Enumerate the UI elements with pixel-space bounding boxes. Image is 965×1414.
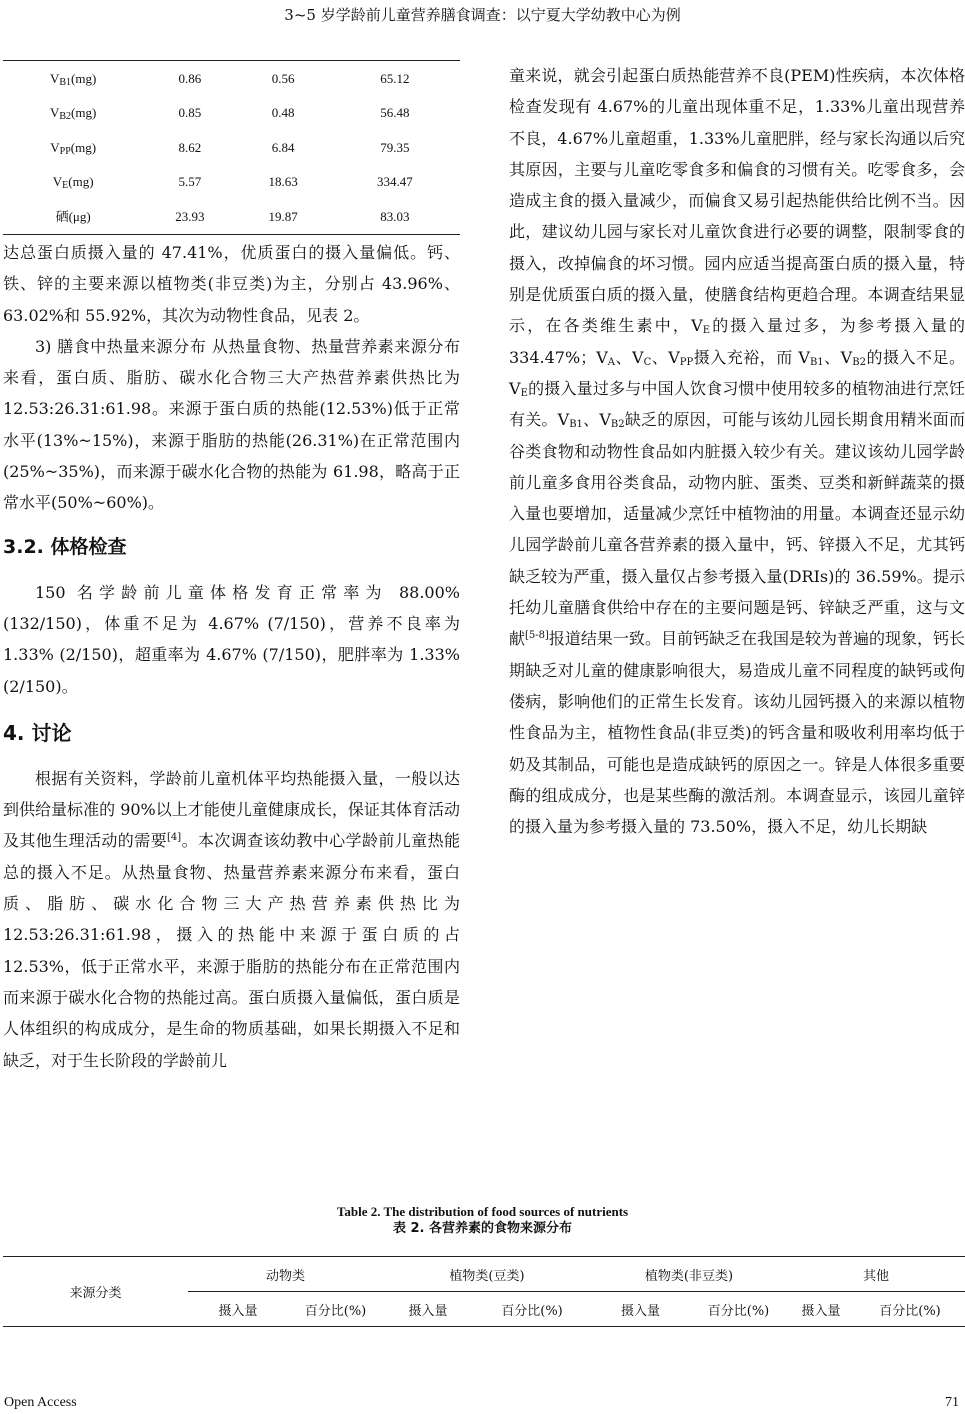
table-cell: 18.63 xyxy=(268,174,298,190)
table-row xyxy=(3,96,460,131)
table-cell: 6.84 xyxy=(271,139,295,155)
table-header-percent: 百分比(%) xyxy=(855,1292,965,1327)
table-cell: 65.12 xyxy=(330,61,460,96)
nutrient-name: $V_{B1}(mg)$ xyxy=(3,61,143,96)
table-cell: 8.62 xyxy=(178,139,202,155)
paragraph: 根据有关资料，学龄前儿童机体平均热能摄入量，一般以达到供给量标准的 90%以上才能使儿童健康成长，保证其体育活动及其他生理活动的需要[4]。本次调查该幼教中心学龄前儿童热能总的摄入不足。从热量食物、热量营养素来源分布来看，蛋白质、脂肪、碳水化合物三大产热营养素供热比为 12.53:26.31:61.98，摄入的热能中来源于蛋白质的占 12.53%，低于正常水平，来源于脂肪的热能分布在正常范围内而来源于碳水化合物的热能过高。蛋白质摄入量偏低，蛋白质是人体组织的构成成分，是生命的物质基础，如果长期摄入不足和缺乏，对于生长阶段的学龄前儿 xyxy=(3,768,460,1070)
table-header-group: 其他 xyxy=(787,1257,965,1292)
table-header-group: 动物类 xyxy=(188,1257,383,1292)
nutrient-name: 硒(μg) xyxy=(3,199,143,234)
table-cell: 334.47 xyxy=(376,174,413,190)
table-header-percent: 百分比(%) xyxy=(473,1292,591,1327)
table-header-intake: 摄入量 xyxy=(383,1292,473,1327)
table-cell: 79.35 xyxy=(380,139,410,155)
table-row xyxy=(3,61,460,96)
table-header-percent: 百分比(%) xyxy=(690,1292,787,1327)
table-header-percent: 百分比(%) xyxy=(288,1292,383,1327)
table-cell: 0.48 xyxy=(271,105,295,121)
table-header-intake: 摄入量 xyxy=(188,1292,288,1327)
footer-open-access: Open Access xyxy=(4,1395,77,1410)
nutrient-name: $V_E(mg)$ xyxy=(52,174,94,192)
paragraph: 童来说，就会引起蛋白质热能营养不良(PEM)性疾病，本次体格检查发现有 4.67%的儿童出现体重不足，1.33%儿童出现营养不良，4.67%儿童超重，1.33%儿童肥胖，经与家长沟通以后究其原因，主要与儿童吃零食多和偏食的习惯有关。吃零食多，会造成主食的摄入量减少，而偏食又易引起热能供给比例不当。因此，建议幼儿园与家长对儿童饮食进行必要的调整，限制零食的摄入，改掉偏食的坏习惯。园内应适当提高蛋白质的摄入量，特别是优质蛋白质的摄入量，使膳食结构更趋合理。本调查结果显示，在各类维生素中，$V_E$的摄入量过多，为参考摄入量的 334.47%；$V_A$、$V_C$、$V_{PP}$摄入充裕，而 $V_{B1}$、$V_{B2}$的摄入不足。$V_E$的摄入量过多与中国人饮食习惯中使用较多的植物油进行烹饪有关。$V_{B1}$、$V_{B2}$缺乏的原因，可能与该幼儿园长期食用精米面而谷类食物和动物性食品如内脏摄入较少有关。建议该幼儿园学龄前儿童多食用谷类食品，动物内脏、蛋类、豆类和新鲜蔬菜的摄入量也要增加，适量减少烹饪中植物油的用量。本调查还显示幼儿园学龄前儿童各营养素的摄入量中，钙、锌摄入不足，尤其钙缺乏较为严重，摄入量仅占参考摄入量(DRIs)的 36.59%。提示托幼儿童膳食供给中存在的主要问题是钙、锌缺乏严重，这与文献[5-8]报道结果一致。目前钙缺乏在我国是较为普遍的现象，钙长期缺乏对儿童的健康影响很大，易造成儿童不同程度的缺钙或佝偻病，影响他们的正常生长发育。该幼儿园钙摄入的来源以植物性食品为主，植物性食品(非豆类)的钙含量和吸收利用率均低于奶及其制品，可能也是造成缺钙的原因之一。锌是人体很多重要酶的组成成分，也是某些酶的激活剂。本调查显示，该园儿童锌的摄入量为参考摄入量的 73.50%，摄入不足，幼儿长期缺 xyxy=(509,66,965,837)
citation: [5-8] xyxy=(525,630,549,642)
page-number: 71 xyxy=(945,1395,959,1410)
table-cell: 0.56 xyxy=(237,61,330,96)
section-heading-3-2: 3.2. 体格检查 xyxy=(3,535,127,558)
table-row xyxy=(3,165,460,200)
table-cell: 5.57 xyxy=(178,174,202,190)
nutrient-table-continued xyxy=(3,60,460,235)
table-cell: 56.48 xyxy=(380,105,410,121)
table-cell: 23.93 xyxy=(143,199,236,234)
table-row xyxy=(3,130,460,165)
nutrient-name: $V_{PP}(mg)$ xyxy=(50,139,97,157)
table-header-intake: 摄入量 xyxy=(591,1292,690,1327)
nutrient-name: $V_{B2}(mg)$ xyxy=(49,105,97,123)
table2-caption: Table 2. The distribution of food sources of nutrients 表 2. 各营养素的食物来源分布 xyxy=(336,1204,629,1236)
paragraph: 达总蛋白质摄入量的 47.41%，优质蛋白的摄入量偏低。钙、铁、锌的主要来源以植物类(非豆类)为主，分别占 43.96%、63.02%和 55.92%，其次为动物性食品，见表 2。 xyxy=(3,242,460,325)
table-row xyxy=(3,199,460,234)
table-cell: 0.85 xyxy=(178,105,202,121)
table-header-intake: 摄入量 xyxy=(787,1292,855,1327)
table-header-source: 来源分类 xyxy=(3,1257,188,1327)
paragraph: 150 名学龄前儿童体格发育正常率为 88.00% (132/150)，体重不足为 4.67% (7/150)，营养不良率为 1.33% (2/150)，超重率为 4.67% (7/150)，肥胖率为 1.33% (2/150)。 xyxy=(3,582,460,696)
left-column xyxy=(3,60,460,1076)
right-column xyxy=(509,60,965,842)
food-source-table xyxy=(3,1256,965,1327)
section-heading-4: 4. 讨论 xyxy=(3,720,72,745)
paragraph: 3) 膳食中热量来源分布 从热量食物、热量营养素来源分布来看，蛋白质、脂肪、碳水化合物三大产热营养素供热比为 12.53:26.31:61.98。来源于蛋白质的热能(12.53%)低于正常水平(13%~15%)，来源于脂肪的热能(26.31%)在正常范围内(25%~35%)，而来源于碳水化合物的热能为 61.98，略高于正常水平(50%~60%)。 xyxy=(3,336,460,513)
table-header-group: 植物类(豆类) xyxy=(383,1257,591,1292)
table-cell: 83.03 xyxy=(330,199,460,234)
citation: [4] xyxy=(167,832,182,844)
table-cell: 19.87 xyxy=(237,199,330,234)
table-cell: 0.86 xyxy=(143,61,236,96)
running-head: 3~5 岁学龄前儿童营养膳食调查：以宁夏大学幼教中心为例 xyxy=(284,6,681,24)
table-header-group: 植物类(非豆类) xyxy=(591,1257,787,1292)
